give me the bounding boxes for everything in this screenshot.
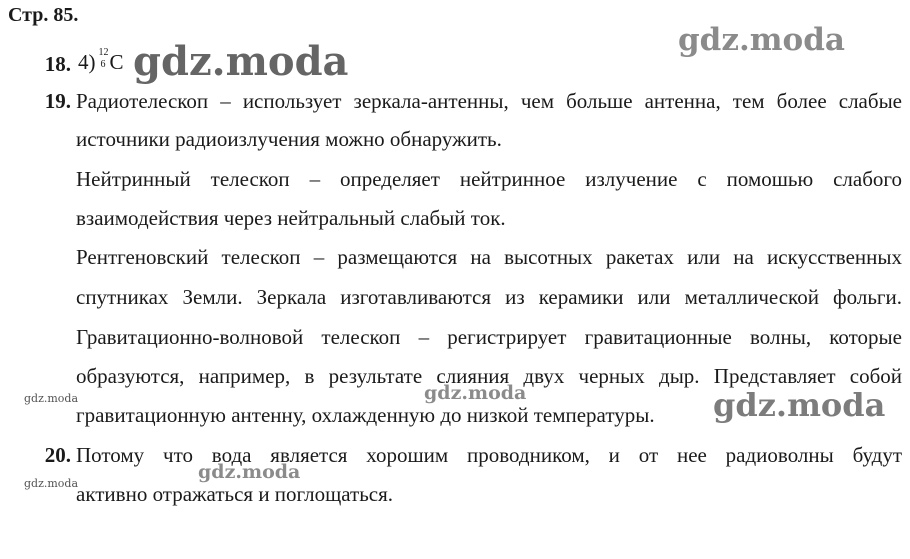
watermark: gdz.moda [133,38,349,85]
watermark: gdz.moda [24,392,79,405]
item-20-line: активно отражаться и поглощаться. [76,482,393,506]
item-20-line: Потому что вода является хорошим проводником, и от нее радиоволны будут [76,443,902,467]
isotope-notation [98,47,110,70]
item-19-line: образуются, например, в результате слияния двух черных дыр. Представляет собой [76,364,902,388]
watermark: gdz.moda [678,22,845,58]
isotope-mass-number: 12 [98,47,109,58]
item-19-line: гравитационную антенну, охлажденную до низкой температуры. [76,403,655,427]
page-heading: Стр. 85. [8,4,79,26]
item-19-number: 19. [44,89,71,113]
answer-prefix: 4) [78,50,96,74]
item-19-line: источники радиоизлучения можно обнаружить. [76,127,502,151]
item-18-number: 18. [44,52,71,76]
isotope-symbol: C [109,50,124,74]
item-19-line: Нейтринный телескоп – определяет нейтринное излучение с помошью слабого [76,167,902,191]
item-19-line: Гравитационно-волновой телескоп – регистрирует гравитационные волны, которые [76,325,902,349]
item-19-line: Рентгеновский телескоп – размещаются на высотных ракетах или на искусственных [76,245,902,269]
item-19-line: спутниках Земли. Зеркала изготавливаются из керамики или металлической фольги. [76,285,902,309]
item-20-number: 20. [44,443,71,467]
item-19-line: взаимодействия через нейтральный слабый ток. [76,206,506,230]
item-18-answer [78,47,124,75]
isotope-atomic-number: 6 [100,59,106,70]
watermark: gdz.moda [424,382,527,404]
item-19-line: Радиотелескоп – использует зеркала-антенны, чем больше антенна, тем более слабые [76,89,902,113]
watermark: gdz.moda [24,477,79,490]
watermark: gdz.moda [713,386,886,424]
watermark: gdz.moda [198,461,301,483]
